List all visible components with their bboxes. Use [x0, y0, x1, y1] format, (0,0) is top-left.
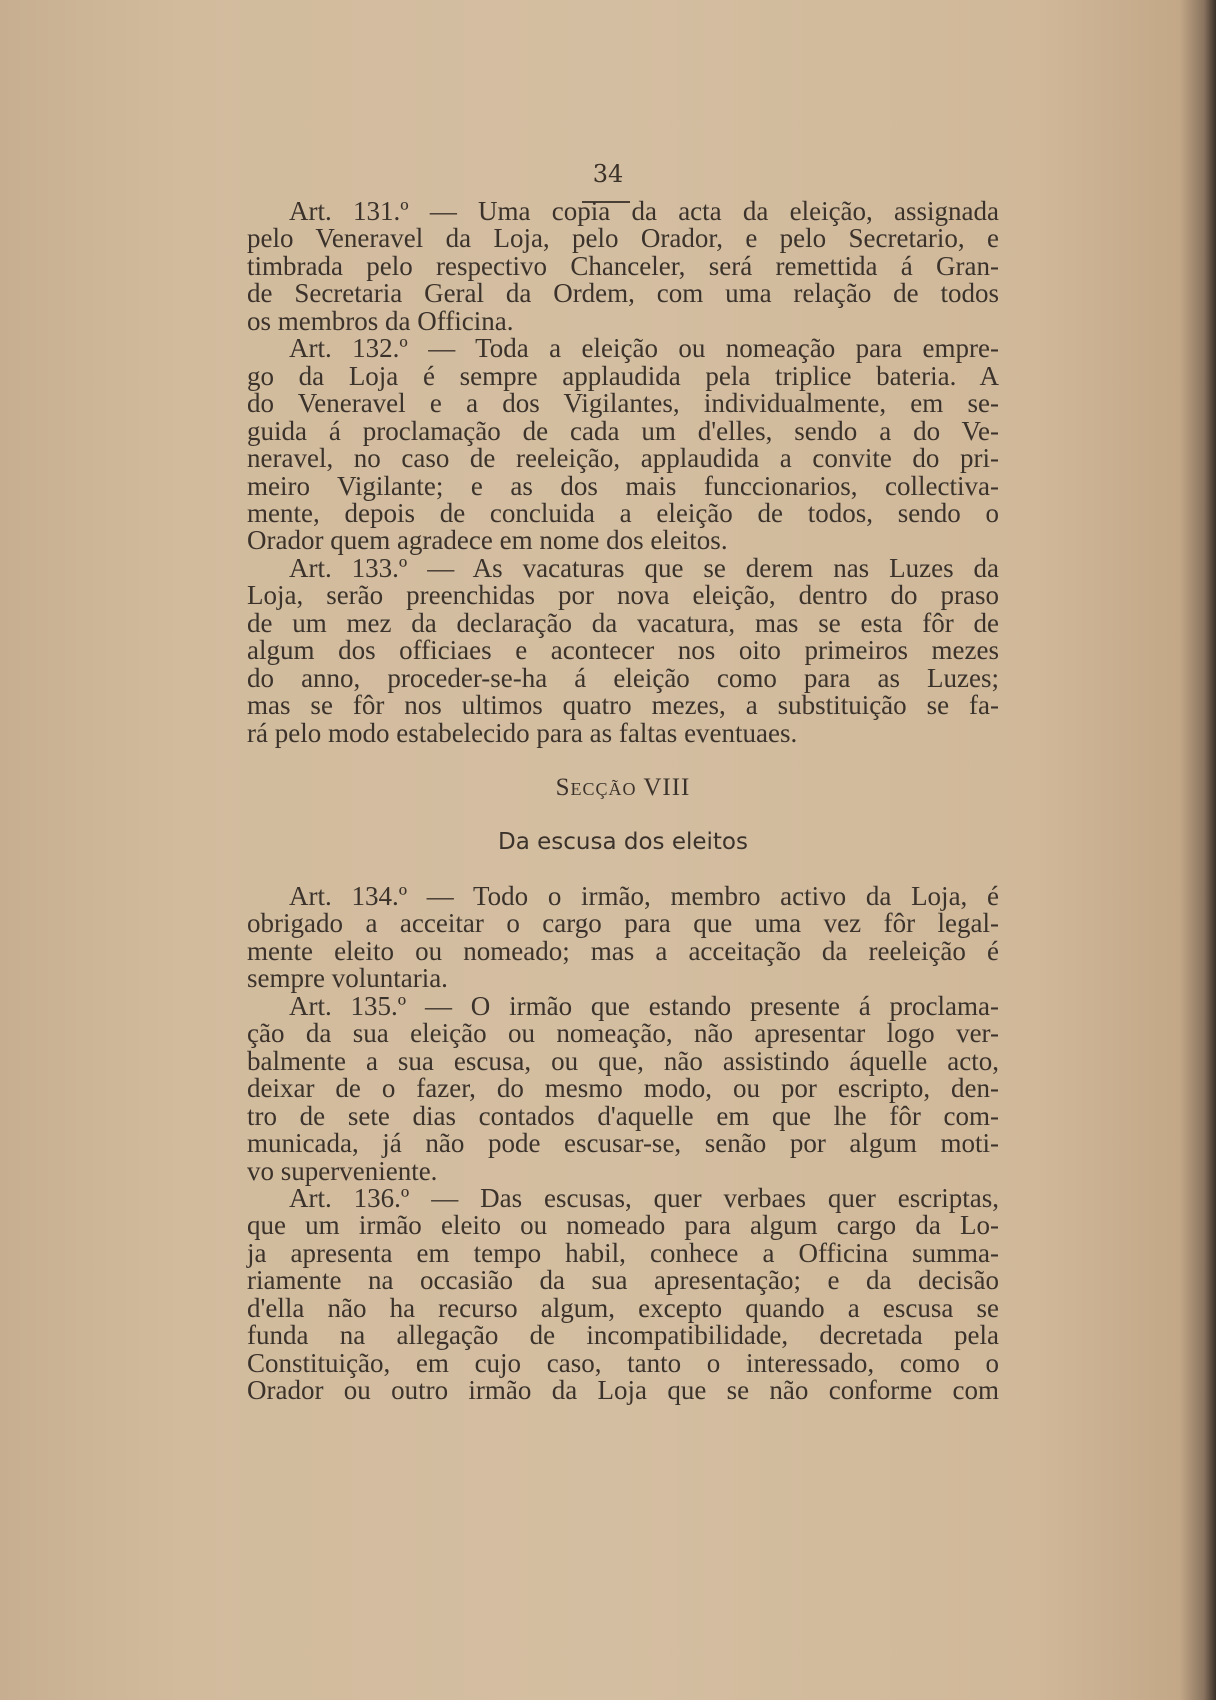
section-label: Secção VIII — [555, 774, 691, 802]
text-line: mente, depois de concluida a eleição de todos, sendo o — [247, 497, 999, 528]
text-line: go da Loja é sempre applaudida pela triplice bateria. A — [247, 360, 999, 391]
article-paragraph — [247, 552, 999, 748]
text-line: Constituição, em cujo caso, tanto o interessado, como o — [247, 1347, 999, 1378]
text-line: obrigado a acceitar o cargo para que uma vez fôr legal- — [247, 908, 999, 939]
text-line: que um irmão eleito ou nomeado para algum cargo da Lo- — [247, 1210, 999, 1241]
text-line: Loja, serão preenchidas por nova eleição, dentro do praso — [247, 580, 999, 611]
text-line: sempre voluntaria. — [247, 963, 448, 994]
text-line: vo superveniente. — [247, 1155, 438, 1186]
article-paragraph — [247, 880, 999, 994]
text-line: rá pelo modo estabelecido para as faltas eventuaes. — [247, 717, 798, 748]
articles-after — [247, 880, 999, 1406]
article-paragraph — [247, 335, 999, 555]
text-line: mente eleito ou nomeado; mas a acceitação da reeleição é — [247, 935, 999, 966]
text-line: meiro Vigilante; e as dos mais funccionarios, collectiva- — [247, 470, 999, 501]
articles-before — [247, 198, 999, 747]
text-line: pelo Veneravel da Loja, pelo Orador, e pelo Secretario, e — [247, 223, 999, 254]
text-line: d'ella não ha recurso algum, excepto quando a escusa se — [247, 1292, 999, 1323]
text-line: ja apresenta em tempo habil, conhece a Officina summa- — [247, 1237, 999, 1268]
text-line: tro de sete dias contados d'aquelle em que lhe fôr com- — [247, 1100, 999, 1131]
text-line: guida á proclamação de cada um d'elles, sendo a do Ve- — [247, 415, 999, 446]
text-line: do anno, proceder-se-ha á eleição como para as Luzes; — [247, 662, 999, 693]
text-line: algum dos officiaes e acontecer nos oito primeiros mezes — [247, 635, 999, 666]
text-line: Orador ou outro irmão da Loja que se não conforme com — [247, 1375, 999, 1406]
text-line: Art. 133.º — As vacaturas que se derem nas Luzes da — [289, 552, 999, 583]
section-title: Da escusa dos eleitos — [498, 828, 748, 855]
text-line: de um mez da declaração da vacatura, mas se esta fôr de — [247, 607, 999, 638]
article-paragraph — [247, 1182, 999, 1406]
text-line: Art. 135.º — O irmão que estando presente á proclama- — [289, 990, 999, 1021]
article-paragraph — [247, 198, 999, 335]
text-line: Orador quem agradece em nome dos eleitos. — [247, 525, 728, 556]
text-line: municada, já não pode escusar-se, senão por algum moti- — [247, 1128, 999, 1159]
page-number: 34 — [592, 160, 624, 188]
text-line: os membros da Officina. — [247, 305, 514, 336]
text-line: neravel, no caso de reeleição, applaudida a convite do pri- — [247, 443, 999, 474]
text-line: Art. 131.º — Uma copia da acta da eleição, assignada — [289, 196, 999, 226]
text-line: do Veneravel e a dos Vigilantes, individualmente, em se- — [247, 388, 999, 419]
text-line: deixar de o fazer, do mesmo modo, ou por escripto, den- — [247, 1073, 999, 1104]
text-line: funda na allegação de incompatibilidade, decretada pela — [247, 1320, 999, 1351]
text-line: Art. 132.º — Toda a eleição ou nomeação para empre- — [289, 333, 999, 364]
text-line: de Secretaria Geral da Ordem, com uma relação de todos — [247, 278, 999, 309]
text-line: ção da sua eleição ou nomeação, não apresentar logo ver- — [247, 1018, 999, 1049]
text-line: balmente a sua escusa, ou que, não assistindo áquelle acto, — [247, 1045, 999, 1076]
text-line: Art. 136.º — Das escusas, quer verbaes quer escriptas, — [289, 1182, 999, 1213]
text-line: Art. 134.º — Todo o irmão, membro activo da Loja, é — [289, 880, 999, 911]
page-body — [247, 198, 999, 1405]
text-line: riamente na occasião da sua apresentação; e da decisão — [247, 1265, 999, 1296]
text-line: timbrada pelo respectivo Chanceler, será remettida á Gran- — [247, 250, 999, 281]
article-paragraph — [247, 990, 999, 1186]
text-line: mas se fôr nos ultimos quatro mezes, a substituição se fa- — [247, 690, 999, 721]
